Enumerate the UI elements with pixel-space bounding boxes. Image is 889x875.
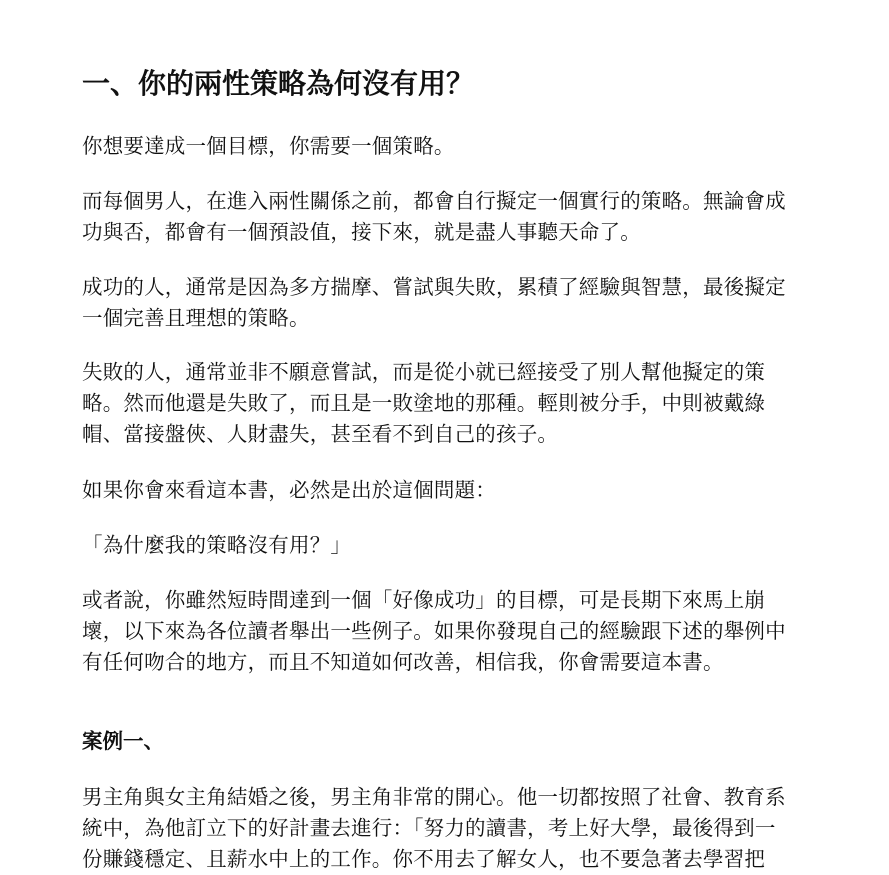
paragraph-2 [82, 186, 817, 248]
paragraph-line: 失敗的人，通常並非不願意嘗試，而是從小就已經接受了別人幫他擬定的策 [82, 360, 766, 384]
paragraph-line: 帽、當接盤俠、人財盡失，甚至看不到自己的孩子。 [82, 422, 559, 446]
paragraph-line: 有任何吻合的地方，而且不知道如何改善，相信我，你會需要這本書。 [82, 650, 724, 674]
paragraph-line: 「為什麼我的策略沒有用？」 [82, 533, 352, 557]
paragraph-7 [82, 585, 817, 678]
paragraph-line: 統中，為他訂立下的好計畫去進行：「努力的讀書，考上好大學，最後得到一 [82, 816, 776, 840]
paragraph-1 [82, 131, 817, 162]
paragraph-3 [82, 272, 817, 334]
case-paragraph [82, 782, 817, 875]
paragraph-line: 一個完善且理想的策略。 [82, 306, 310, 330]
paragraph-6-quote [82, 530, 817, 561]
paragraph-line: 而每個男人，在進入兩性關係之前，都會自行擬定一個實行的策略。無論會成 [82, 189, 786, 213]
paragraph-line: 或者說，你雖然短時間達到一個「好像成功」的目標，可是長期下來馬上崩 [82, 588, 766, 612]
paragraph-4 [82, 357, 817, 450]
case-heading: 案例一、 [82, 729, 164, 753]
paragraph-line: 你想要達成一個目標，你需要一個策略。 [82, 134, 455, 158]
paragraph-line: 如果你會來看這本書，必然是出於這個問題： [82, 478, 496, 502]
paragraph-line: 功與否，都會有一個預設值，接下來，就是盡人事聽天命了。 [82, 220, 641, 244]
paragraph-line: 壞，以下來為各位讀者舉出一些例子。如果你發現自己的經驗跟下述的舉例中 [82, 619, 786, 643]
chapter-heading: 一、你的兩性策略為何沒有用？ [82, 67, 475, 100]
paragraph-line: 略。然而他還是失敗了，而且是一敗塗地的那種。輕則被分手，中則被戴綠 [82, 391, 766, 415]
paragraph-line: 成功的人，通常是因為多方揣摩、嘗試與失敗，累積了經驗與智慧，最後擬定 [82, 275, 786, 299]
paragraph-5 [82, 475, 817, 506]
paragraph-line: 份賺錢穩定、且薪水中上的工作。你不用去了解女人，也不要急著去學習把 [82, 847, 766, 871]
paragraph-line: 男主角與女主角結婚之後，男主角非常的開心。他一切都按照了社會、教育系 [82, 785, 786, 809]
